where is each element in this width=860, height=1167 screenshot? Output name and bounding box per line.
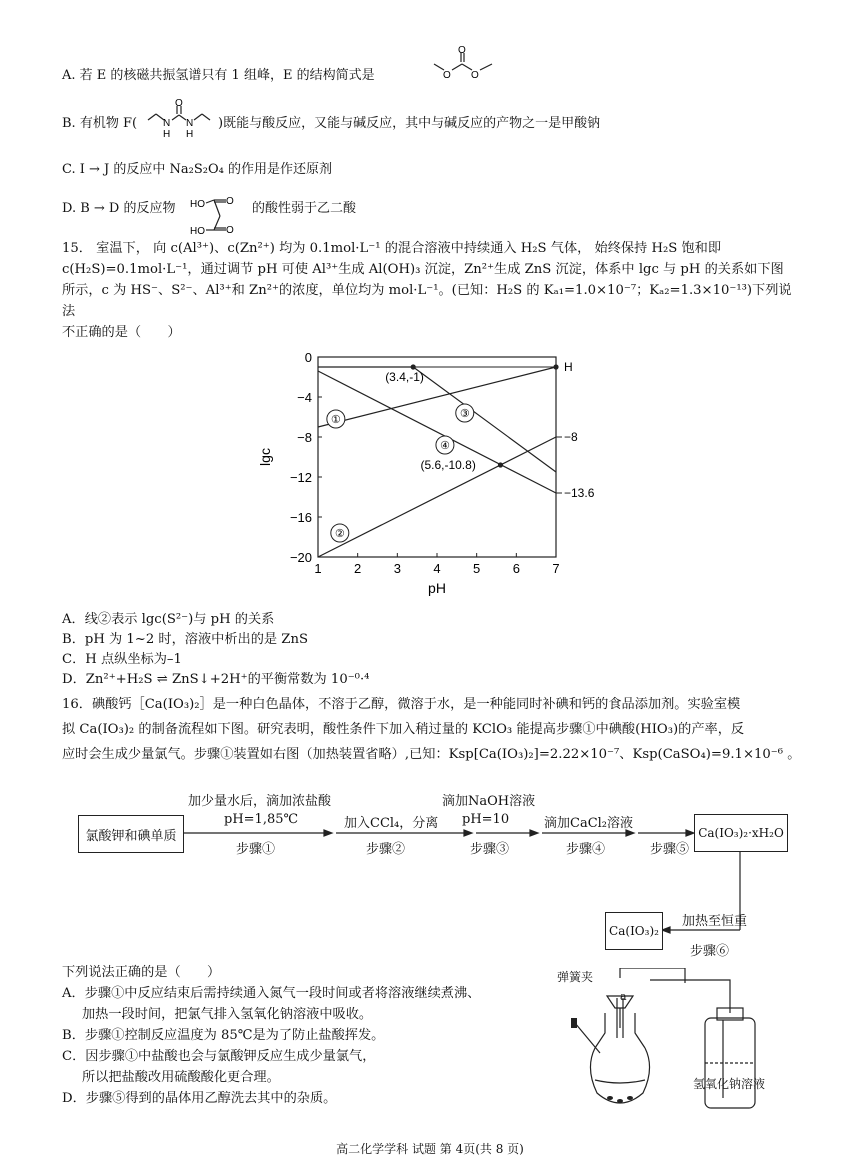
x-tick-label: 3 [393,561,401,576]
urea-derivative-structure [146,98,218,142]
flow-step1-cond2: pH=1,85℃ [224,812,299,827]
svg-text:O: O [226,196,234,207]
series-line [318,371,556,493]
q16-stem-ask: 下列说法正确的是（ ） [62,965,221,980]
q14-option-b-rest: )既能与酸反应，又能与碱反应，其中与碱反应的产物之一是甲酸钠 [218,116,601,131]
svg-text:H: H [186,129,194,140]
q16-options [62,962,480,1109]
q16-option-c: C．因步骤①中盐酸也会与氯酸钾反应生成少量氯气， [62,1049,376,1064]
flow-step6-label: 步骤⑥ [690,944,730,959]
flow-step2-label: 步骤② [366,842,406,857]
flow-step2-cond: 加入CCl₄，分离 [344,816,439,831]
x-tick-label: 4 [433,561,441,576]
y-tick-label: −16 [289,510,312,525]
svg-text:HO: HO [190,226,205,237]
series-line [318,367,556,427]
apparatus-naoh-label: 氢氧化钠溶液 [693,1077,766,1091]
svg-text:O: O [458,45,466,56]
svg-text:O: O [175,98,183,109]
y-tick-label: 0 [304,350,312,365]
q14-option-b: B. 有机物 F( [62,116,138,131]
q15-options [62,610,369,690]
series-label: ④ [439,440,450,452]
q16-option-b: B．步骤①控制反应温度为 85℃是为了防止盐酸挥发。 [62,1028,385,1043]
apparatus-diagram [555,968,805,1113]
q16-option-d: D．步骤⑤得到的晶体用乙醇洗去其中的杂质。 [62,1091,337,1106]
point-label: (5.6,-10.8) [420,458,476,472]
svg-text:H: H [163,129,171,140]
x-tick-label: 5 [473,561,481,576]
flow-step3-cond2: pH=10 [462,812,510,827]
lgc-ph-chart [240,345,600,610]
point-label: H [564,360,573,374]
y-tick-label: −20 [289,550,312,565]
q16-option-a-cont: 加热一段时间，把氯气排入氢氧化钠溶液中吸收。 [82,1007,373,1022]
y-tick-label: −12 [289,470,312,485]
right-label: −8 [564,430,578,444]
dimethyl-carbonate-structure [430,44,502,86]
svg-text:N: N [163,118,171,129]
q14-option-d: D. B → D 的反应物 [62,201,176,216]
data-point [553,364,558,369]
flow-step6-cond: 加热至恒重 [682,914,748,929]
x-axis-label: pH [428,580,446,596]
q16-option-c-cont: 所以把盐酸改用硫酸酸化更合理。 [82,1070,280,1085]
x-tick-label: 6 [512,561,520,576]
q14-option-a: A. 若 E 的核磁共振氢谱只有 1 组峰，E 的结构简式是 [62,68,375,83]
svg-text:O: O [226,225,234,236]
apparatus-clamp-label: 弹簧夹 [557,970,594,984]
q15-option-c: C．H 点纵坐标为–1 [62,652,182,667]
data-point [411,364,416,369]
series-label: ② [334,528,345,540]
malonic-acid-structure [190,190,252,238]
data-point [498,462,503,467]
right-label: −13.6 [564,486,595,500]
svg-text:O: O [443,70,451,81]
q15-option-b: B．pH 为 1~2 时，溶液中析出的是 ZnS [62,632,308,647]
flow-step3-label: 步骤③ [470,842,510,857]
flow-step4-label: 步骤④ [566,842,606,857]
flow-product2-box: Ca(IO₃)₂ [605,912,663,950]
q16-stem: 16．碘酸钙［Ca(IO₃)₂］是一种白色晶体，不溶于乙醇，微溶于水，是一种能同时补碘和钙的食品添加剂。实验室模 拟 Ca(IO₃)₂ 的制备流程如下图。研究表明，酸性条件下加入稍过量的 KClO₃ 能提高步骤①中碘酸(HIO₃)的产率，反 应时会生成少量氯气。步骤①装置如右图（加热装置省略）,已知：Ksp[Ca(IO₃)₂]=2.22×10⁻⁷、Ksp(CaSO₄)=9.1×10⁻⁶ 。 [62,697,801,762]
series-line [318,367,556,472]
svg-text:HO: HO [190,199,205,210]
svg-text:N: N [186,118,194,129]
q14-option-d-rest: 的酸性弱于乙二酸 [252,201,357,216]
x-tick-label: 7 [552,561,560,576]
y-axis-label: lgc [257,448,273,466]
svg-text:O: O [471,70,479,81]
x-tick-label: 1 [314,561,322,576]
series-label: ① [330,414,341,426]
q15-stem: 15． 室温下， 向 c(Al³⁺)、c(Zn²⁺) 均为 0.1mol·L⁻¹ 的混合溶液中持续通入 H₂S 气体， 始终保持 H₂S 饱和即 c(H₂S)=0.1mol·L⁻¹，通过调节 pH 可使 Al³⁺生成 Al(OH)₃ 沉淀，Zn²⁺生成 ZnS 沉淀，体系中 lgc 与 pH 的关系如下图 所示，c 为 HS⁻、S²⁻、Al³⁺和 Zn²⁺的浓度，单位均为 mol·L⁻¹。(已知：H₂S 的 Kₐ₁=1.0×10⁻⁷；Kₐ₂=1.3×10⁻¹³)下列说法 不正确的是（ ） [62,241,792,340]
series-label: ③ [459,408,470,420]
flow-step1-cond1: 加少量水后，滴加浓盐酸 [188,794,332,809]
flow-start-box: 氯酸钾和碘单质 [78,815,184,853]
y-tick-label: −4 [297,390,312,405]
flow-step4-cond: 滴加CaCl₂溶液 [544,816,634,831]
y-tick-label: −8 [297,430,312,445]
point-label: (3.4,-1) [385,370,424,384]
x-tick-label: 2 [354,561,362,576]
flow-step3-cond1: 滴加NaOH溶液 [442,794,536,809]
flow-step1-label: 步骤① [236,842,276,857]
apparatus-a-label: a [620,990,627,1003]
q15-option-d: D．Zn²⁺+H₂S ⇌ ZnS↓+2H⁺的平衡常数为 10⁻⁰·⁴ [62,672,370,687]
q16-option-a: A．步骤①中反应结束后需持续通入氮气一段时间或者将溶液继续煮沸、 [62,986,481,1001]
flow-product1-box: Ca(IO₃)₂·xH₂O [694,814,788,852]
page-footer: 高二化学学科 试题 第 4页(共 8 页) [336,1142,524,1156]
series-line [318,437,556,557]
flow-step5-label: 步骤⑤ [650,842,690,857]
q14-option-c: C. I → J 的反应中 Na₂S₂O₄ 的作用是作还原剂 [62,162,332,177]
q15-option-a: A．线②表示 lgc(S²⁻)与 pH 的关系 [62,612,275,627]
plot-frame [318,357,556,557]
